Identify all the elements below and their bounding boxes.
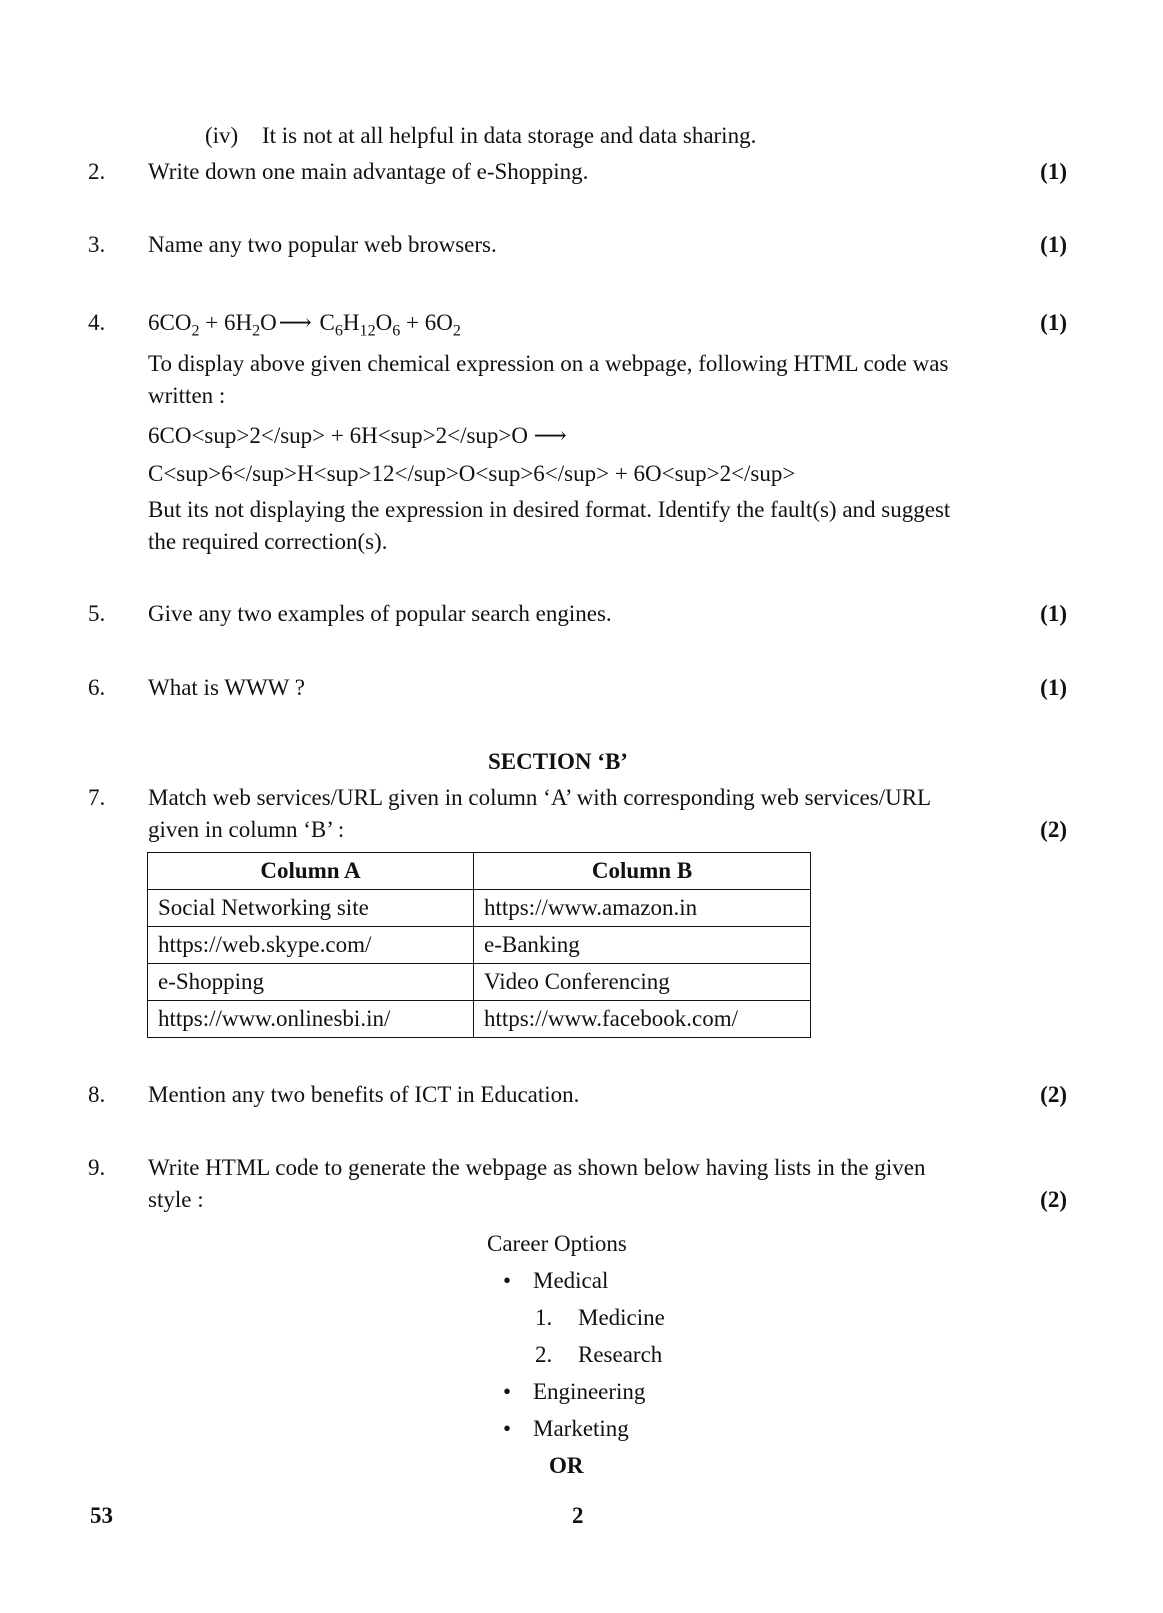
question-number: 6. [88, 675, 106, 700]
question-text: Mention any two benefits of ICT in Education. [148, 1082, 580, 1107]
question-text: What is WWW ? [148, 675, 305, 700]
option-label: (iv) [205, 123, 239, 148]
list-item: Medical [533, 1268, 609, 1293]
section-heading: SECTION ‘B’ [488, 749, 628, 774]
previous-option [205, 122, 756, 151]
page-number: 2 [572, 1503, 584, 1528]
table-cell: https://www.amazon.in [474, 890, 811, 927]
option-text: It is not at all helpful in data storage and data sharing. [261, 123, 757, 148]
question-marks: (2) [1040, 817, 1067, 842]
question-number: 5. [88, 601, 106, 626]
table-cell: https://web.skype.com/ [148, 927, 474, 964]
question-number: 2. [88, 159, 106, 184]
table-row [148, 1001, 811, 1038]
paper-code: 53 [90, 1503, 113, 1528]
output-title: Career Options [487, 1231, 627, 1256]
question-marks: (2) [1040, 1187, 1067, 1212]
question-marks: (1) [1040, 232, 1067, 257]
question-number: 8. [88, 1082, 106, 1107]
question-marks: (1) [1040, 159, 1067, 184]
question-marks: (2) [1040, 1082, 1067, 1107]
question-text: style : [148, 1187, 204, 1212]
table-header-row [148, 853, 811, 890]
table-cell: https://www.facebook.com/ [474, 1001, 811, 1038]
list-item: Marketing [533, 1416, 629, 1441]
bullet-icon: • [503, 1268, 512, 1293]
question-text: Write down one main advantage of e-Shopping. [148, 159, 589, 184]
question-marks: (1) [1040, 675, 1067, 700]
bullet-icon: • [503, 1416, 512, 1441]
html-code-line: 6CO<sup>2</sup> + 6H<sup>2</sup>O ⟶ [148, 423, 567, 448]
sub-list-item: Medicine [578, 1305, 665, 1330]
question-text: But its not displaying the expression in desired format. Identify the fault(s) and suggest [148, 497, 951, 522]
question-text: Write HTML code to generate the webpage as shown below having lists in the given [148, 1155, 926, 1180]
question-number: 4. [88, 310, 106, 335]
question-text: Match web services/URL given in column ‘A’ with corresponding web services/URL [148, 785, 932, 810]
question-text: the required correction(s). [148, 529, 388, 554]
question-number: 3. [88, 232, 106, 257]
question-marks: (1) [1040, 310, 1067, 335]
column-a-header: Column A [148, 853, 474, 890]
question-text: given in column ‘B’ : [148, 817, 345, 842]
chemical-equation: $6CO_2$ + $6H_2O⟶$ $C_6H_{12}O_6 + 6O_2$ [148, 310, 461, 340]
match-table [147, 852, 811, 1038]
question-number: 7. [88, 785, 106, 810]
question-text: written : [148, 383, 226, 408]
table-row [148, 927, 811, 964]
question-number: 9. [88, 1155, 106, 1180]
ordered-number: 2. [535, 1342, 553, 1367]
question-text: Name any two popular web browsers. [148, 232, 497, 257]
or-separator: OR [549, 1453, 584, 1478]
list-item: Engineering [533, 1379, 646, 1404]
question-marks: (1) [1040, 601, 1067, 626]
html-code-line: C<sup>6</sup>H<sup>12</sup>O<sup>6</sup> + 6O<sup>2</sup> [148, 461, 796, 486]
ordered-number: 1. [535, 1305, 553, 1330]
table-row [148, 890, 811, 927]
column-b-header: Column B [474, 853, 811, 890]
bullet-icon: • [503, 1379, 512, 1404]
table-cell: https://www.onlinesbi.in/ [148, 1001, 474, 1038]
question-text: Give any two examples of popular search engines. [148, 601, 612, 626]
table-cell: Video Conferencing [474, 964, 811, 1001]
table-cell: Social Networking site [148, 890, 474, 927]
table-cell: e-Shopping [148, 964, 474, 1001]
sub-list-item: Research [578, 1342, 663, 1367]
table-row [148, 964, 811, 1001]
arrow-icon: ⟶ [278, 310, 312, 335]
table-cell: e-Banking [474, 927, 811, 964]
question-text: To display above given chemical expression on a webpage, following HTML code was [148, 351, 949, 376]
